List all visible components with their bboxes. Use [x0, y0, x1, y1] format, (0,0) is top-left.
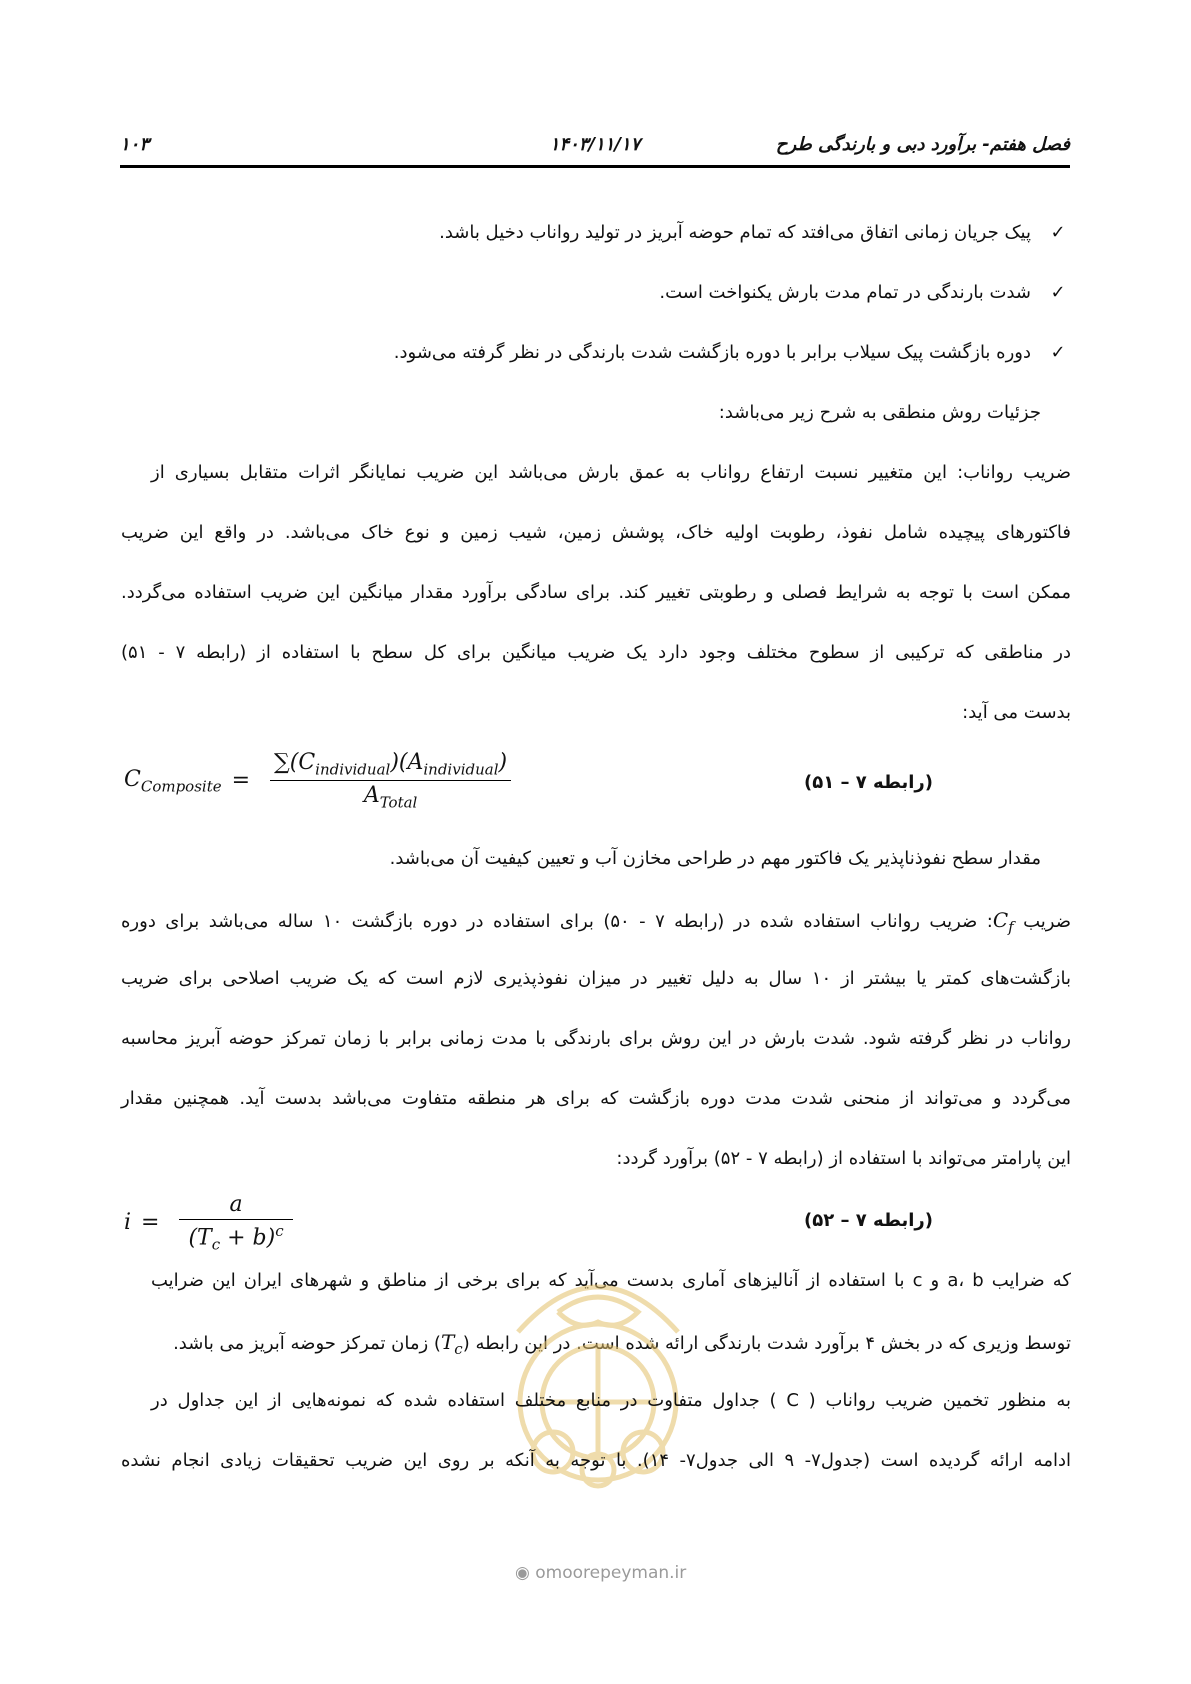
header-rule — [120, 165, 1070, 168]
paragraph-line: بازگشت‌های کمتر یا بیشتر از ۱۰ سال به دلیل تغییر در میزان نفوذپذیری لازم است که یک ضریب اصلاحی برای ضریب — [121, 968, 1071, 989]
paragraph-line: مقدار سطح نفوذناپذیر یک فاکتور مهم در طراحی مخازن آب و تعیین کیفیت آن می‌باشد. — [389, 848, 1041, 869]
fraction — [179, 1192, 292, 1254]
formula-rainfall-intensity — [124, 1192, 293, 1254]
equals-sign: = — [231, 768, 251, 794]
page-number: ۱۰۳ — [120, 134, 150, 155]
checklist-item: ✓پیک جریان زمانی اتفاق می‌افتد که تمام حوضه آبریز در تولید رواناب دخیل باشد. — [439, 222, 1071, 243]
page-header — [120, 130, 1070, 162]
checklist-item: ✓شدت بارندگی در تمام مدت بارش یکنواخت است. — [659, 282, 1071, 303]
checkmark-icon: ✓ — [1050, 342, 1066, 363]
equation-label: (رابطه ۷ – ۵۱) — [804, 772, 933, 793]
formula-lhs: $C_{Composite}$ — [124, 766, 222, 796]
formula-lhs: i — [124, 1210, 132, 1236]
header-date: ۱۴۰۳/۱۱/۱۷ — [549, 134, 641, 155]
paragraph-line: ضریب رواناب: این متغییر نسبت ارتفاع رواناب به عمق بارش می‌باشد این ضریب نمایانگر اثرات متقابل بسیاری از — [151, 462, 1071, 483]
checkmark-icon: ✓ — [1050, 282, 1066, 303]
watermark-site: ◉ omoorepeyman.ir — [515, 1563, 687, 1583]
paragraph-line: ادامه ارائه گردیده است (جدول۷- ۹ الی جدول۷- ۱۴). با توجه به آنکه بر روی این ضریب تحقیقات زیادی انجام نشده — [121, 1450, 1071, 1471]
cf-symbol: $C_f$ — [992, 908, 1014, 936]
equation-label: (رابطه ۷ – ۵۲) — [804, 1210, 933, 1231]
chapter-title: فصل هفتم- برآورد دبی و بارندگی طرح — [775, 134, 1070, 155]
equals-sign: = — [141, 1210, 160, 1236]
paragraph-line: این پارامتر می‌تواند با استفاده از (رابطه ۷ - ۵۲) برآورد گردد: — [616, 1148, 1071, 1169]
watermark-globe-icon: ◉ — [515, 1563, 536, 1583]
checkmark-icon: ✓ — [1050, 222, 1066, 243]
paragraph-line: در مناطقی که ترکیبی از سطوح مختلف وجود دارد یک ضریب میانگین برای کل سطح با استفاده از (رابطه ۷ - ۵۱) — [121, 642, 1071, 663]
paragraph-line: توسط وزیری که در بخش ۴ برآورد شدت بارندگی ارائه شده است. در این رابطه $(T_c)$ زمان تمرکز حوضه آبریز می باشد. — [173, 1330, 1071, 1358]
fraction-denominator: $A_{Total}$ — [363, 783, 418, 812]
checklist-item: ✓دوره بازگشت پیک سیلاب برابر با دوره بازگشت شدت بارندگی در نظر گرفته می‌شود. — [394, 342, 1071, 363]
fraction-numerator: a — [179, 1192, 292, 1220]
paragraph-line: که ضرایب a، b و c با استفاده از آنالیزهای آماری بدست می‌آید که برای برخی از مناطق و شهرهای ایران این ضرایب — [151, 1270, 1071, 1291]
fraction — [270, 750, 511, 812]
paragraph-line: ممکن است با توجه به شرایط فصلی و رطوبتی تغییر کند. برای سادگی برآورد مقدار میانگین این ضریب استفاده می‌گردد. — [121, 582, 1071, 603]
fraction-numerator: $\sum(C_{individual})(A_{individual})$ — [270, 750, 511, 781]
paragraph-line: ضریب $C_f$: ضریب رواناب استفاده شده در (رابطه ۷ - ۵۰) برای استفاده در دوره بازگشت ۱۰ ساله می‌باشد برای دوره — [121, 908, 1072, 936]
intro-line: جزئیات روش منطقی به شرح زیر می‌باشد: — [718, 402, 1041, 423]
formula-composite-coefficient — [124, 750, 511, 812]
tc-symbol: $T_c$ — [440, 1330, 463, 1358]
paragraph-line: به منظور تخمین ضریب رواناب ( C ) جداول متفاوت در منابع مختلف استفاده شده که نمونه‌هایی از این جداول در — [151, 1390, 1071, 1411]
fraction-denominator: $(T_c + b)^c$ — [188, 1222, 284, 1254]
paragraph-line: فاکتورهای پیچیده شامل نفوذ، رطوبت اولیه خاک، پوشش زمین، شیب زمین و نوع خاک می‌باشد. در واقع این ضریب — [121, 522, 1071, 543]
paragraph-line: می‌گردد و می‌تواند از منحنی شدت مدت دوره بازگشت که برای هر منطقه متفاوت می‌باشد بدست آید. همچنین مقدار — [121, 1088, 1071, 1109]
paragraph-line: رواناب در نظر گرفته شود. شدت بارش در این روش برای بارندگی با مدت زمانی برابر با زمان تمرکز حوضه آبریز محاسبه — [121, 1028, 1071, 1049]
paragraph-line: بدست می آید: — [962, 702, 1071, 723]
